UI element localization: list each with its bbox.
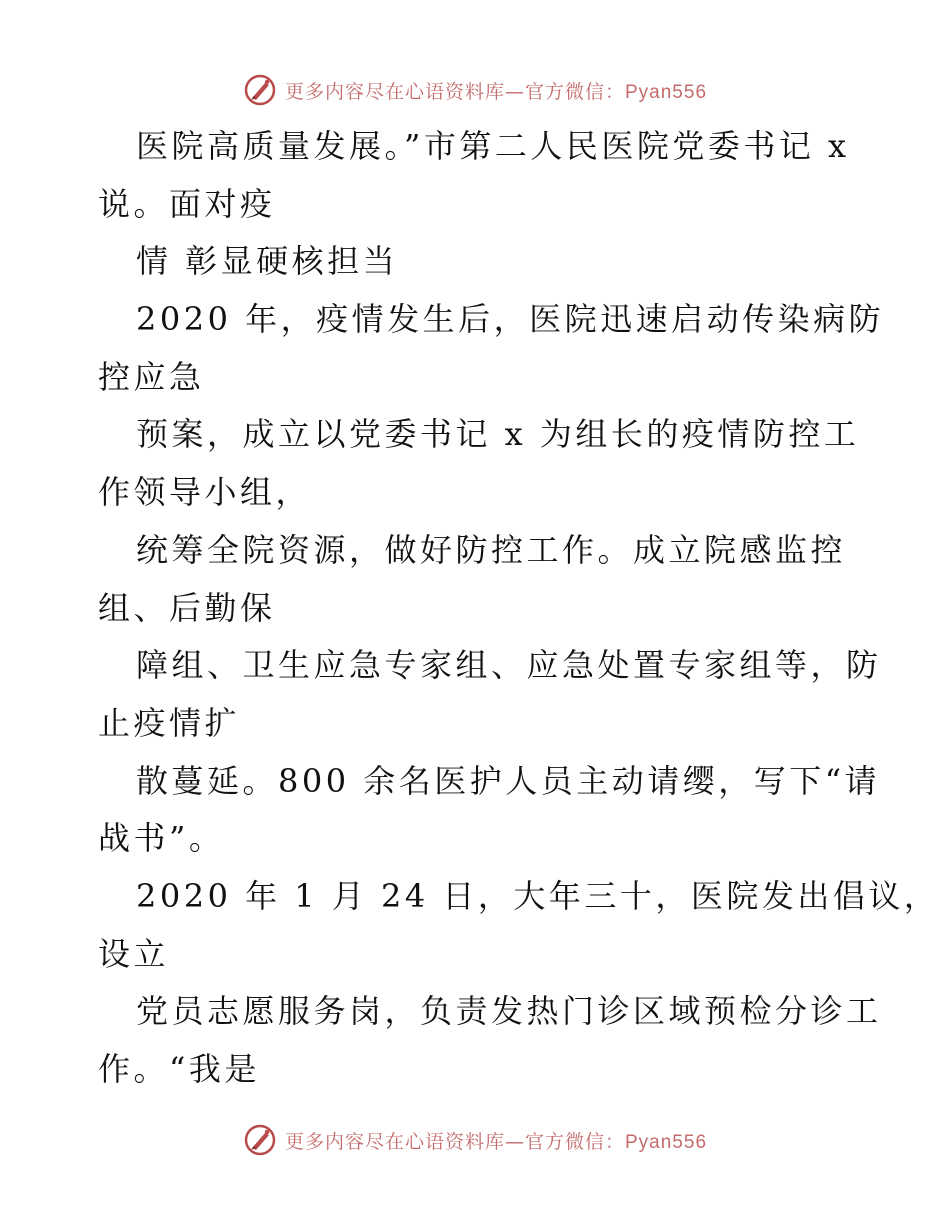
- text-line: 2020 年 1 月 24 日，大年三十，医院发出倡议，: [136, 876, 940, 915]
- text-line: 作领导小组，: [98, 473, 312, 512]
- text-line: 预案，成立以党委书记 x 为组长的疫情防控工: [136, 415, 860, 454]
- text-line: 情 彰显硬核担当: [136, 242, 399, 281]
- text-line: 组、后勤保: [98, 588, 276, 627]
- text-line: 说。面对疫: [98, 184, 276, 223]
- text-line: 2020 年，疫情发生后，医院迅速启动传染病防: [136, 300, 885, 339]
- text-line: 作。“我是: [98, 1050, 260, 1088]
- quill-pen-logo-icon: [243, 73, 277, 107]
- text-line: 党员志愿服务岗，负责发热门诊区域预检分诊工: [136, 992, 882, 1031]
- document-body: [98, 118, 940, 1099]
- text-line: 统筹全院资源，做好防控工作。成立院感监控: [136, 530, 847, 569]
- footer-watermark: [0, 1120, 950, 1160]
- text-line: 医院高质量发展。”市第二人民医院党委书记 x: [136, 127, 850, 165]
- watermark-text: 更多内容尽在心语资料库—官方微信：Pyan556: [284, 1130, 708, 1153]
- quill-pen-logo-icon: [243, 1123, 277, 1157]
- header-watermark: [0, 70, 950, 110]
- text-line: 障组、卫生应急专家组、应急处置专家组等，防: [136, 646, 882, 685]
- watermark-text: 更多内容尽在心语资料库—官方微信：Pyan556: [284, 80, 708, 103]
- text-line: 止疫情扩: [98, 703, 241, 742]
- text-line: 散蔓延。800 余名医护人员主动请缨，写下“请: [136, 761, 881, 800]
- text-line: 控应急: [98, 357, 205, 396]
- text-line: 战书”。: [98, 819, 225, 858]
- text-line: 设立: [98, 934, 170, 973]
